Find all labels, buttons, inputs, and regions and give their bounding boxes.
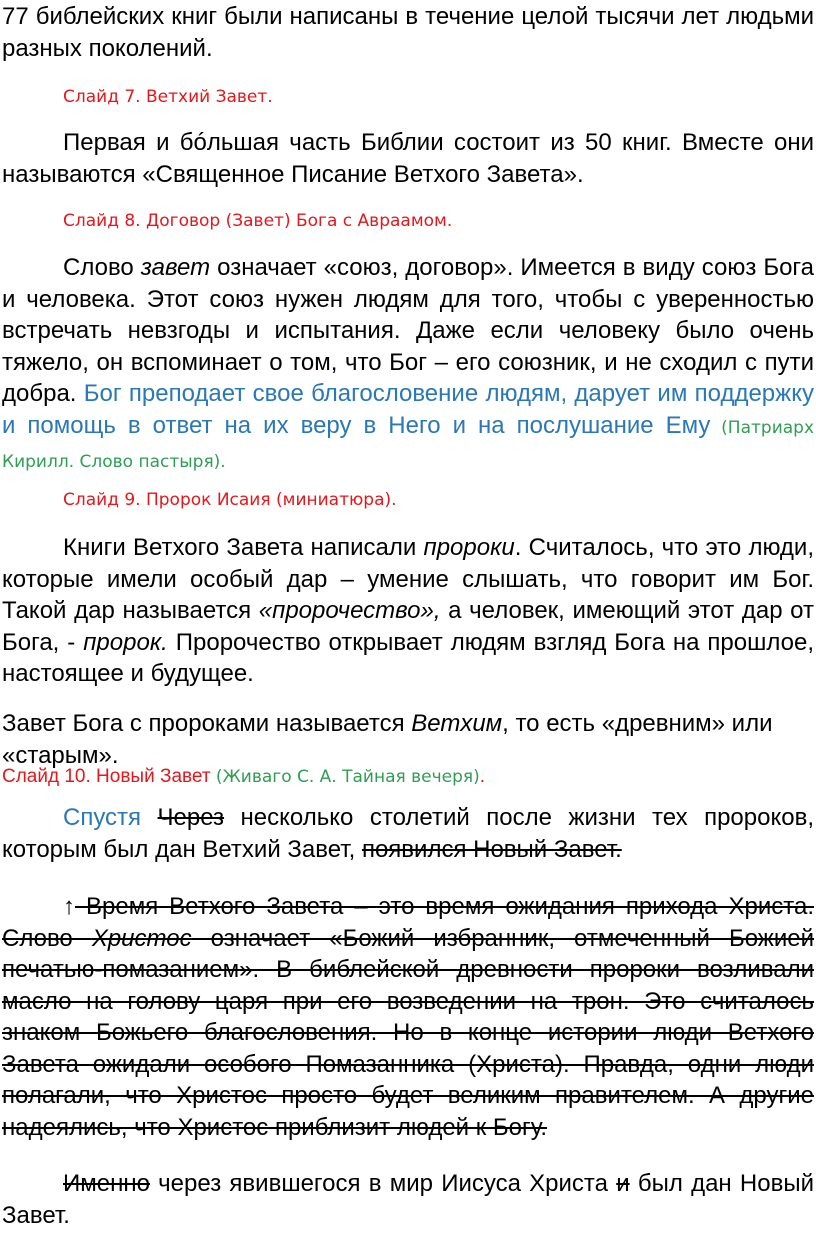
text-run: означает «союз, договор». Имеется в виду союз Бога и человека. Этот союз нужен людям для того, чтобы с уверенностью встречать невзгоды и испытания. Даже если человеку было очень тяжело, он вспоминает о том, что Бог – его союзник, и не сходил с пути добра. (2, 254, 815, 407)
deleted-text: Через (157, 804, 225, 831)
paragraph-prophets (2, 532, 814, 690)
up-arrow-icon: ↑ (63, 893, 75, 920)
text-run: а человек, имеющий этот дар от Бога, - (2, 597, 814, 656)
inserted-text: Спустя (63, 804, 142, 831)
italic-term: пророк. (83, 628, 168, 656)
paragraph-old-covenant-name (2, 708, 814, 771)
text-run: , то есть «древним» или «старым». (2, 710, 773, 769)
paragraph-messiah (2, 891, 814, 1143)
text-run: означает «Божий избранник, отмеченный Божией печатью-помазанием». В библейской древности пророки возливали масло на голову царя при его возведении на трон. Это считалось знаком Божьего благословения. Но в конце истории люди Ветхого Завета ожидали особого Помазанника (Христа). Правда, одни люди полагали, что Христос просто будет великим правителем. А другие надеялись, что Христос приблизит людей к Богу. (2, 924, 814, 1141)
slide-9-heading: Слайд 9. Пророк Исаия (миниатюра). (63, 490, 397, 510)
italic-term: Христос (91, 924, 192, 952)
slide-10-heading (2, 765, 814, 789)
paragraph-old-testament (2, 127, 814, 190)
text-run: через явившегося в мир Иисуса Христа (149, 1170, 617, 1197)
text-run: несколько столетий после жизни тех пророков, которым был дан Ветхий Завет, (2, 804, 815, 863)
paragraph-covenant (2, 252, 814, 479)
paragraph-jesus (2, 1168, 814, 1231)
slide-7-heading: Слайд 7. Ветхий Завет. (63, 87, 273, 107)
text-run: Пророчество открывает людям взгляд Бога на прошлое, настоящее и будущее. (2, 628, 815, 687)
deleted-block (2, 893, 814, 1141)
slide-label: . (479, 766, 486, 787)
deleted-text: появился Новый Завет. (361, 835, 622, 863)
paragraph-new-testament (2, 802, 814, 865)
paragraph-intro (2, 1, 814, 64)
text-run: был дан Новый Завет. (2, 1170, 814, 1229)
deleted-text: и (616, 1170, 630, 1197)
text-run: Слово (63, 254, 141, 281)
paragraph-text: 77 библейских книг были написаны в течение целой тысячи лет людьми разных поколений. (2, 3, 814, 62)
quote-source: (Патриарх Кирилл. Слово пастыря). (2, 417, 815, 472)
slide-image-source: (Живаго С. А. Тайная вечеря) (215, 767, 480, 787)
text-run: Книги Ветхого Завета написали (63, 534, 424, 561)
text-run: . Считалось, что это люди, которые имели особый дар – умение слышать, что говорит им Бог. Такой дар называется (2, 534, 814, 624)
italic-term: завет (140, 254, 211, 281)
text-run (141, 804, 158, 831)
italic-term: пророки (423, 534, 515, 561)
italic-term: «пророчество», (258, 597, 441, 624)
paragraph-text: Первая и бóльшая часть Библии состоит из 50 книг. Вместе они называются «Священное Писание Ветхого Завета». (2, 129, 814, 188)
text-run: Завет Бога с пророками называется (2, 710, 412, 737)
slide-8-heading: Слайд 8. Договор (Завет) Бога с Авраамом. (63, 211, 453, 231)
deleted-text: Именно (63, 1170, 150, 1197)
quote-text: Бог преподает свое благословение людям, дарует им поддержку и помощь в ответ на их веру в Него и на послушание Ему (2, 380, 814, 439)
italic-term: Ветхим (411, 710, 503, 737)
slide-label: Слайд 10. Новый Завет (2, 766, 216, 787)
text-run: Время Ветхого Завета – это время ожидания прихода Христа. Слово (2, 893, 814, 952)
